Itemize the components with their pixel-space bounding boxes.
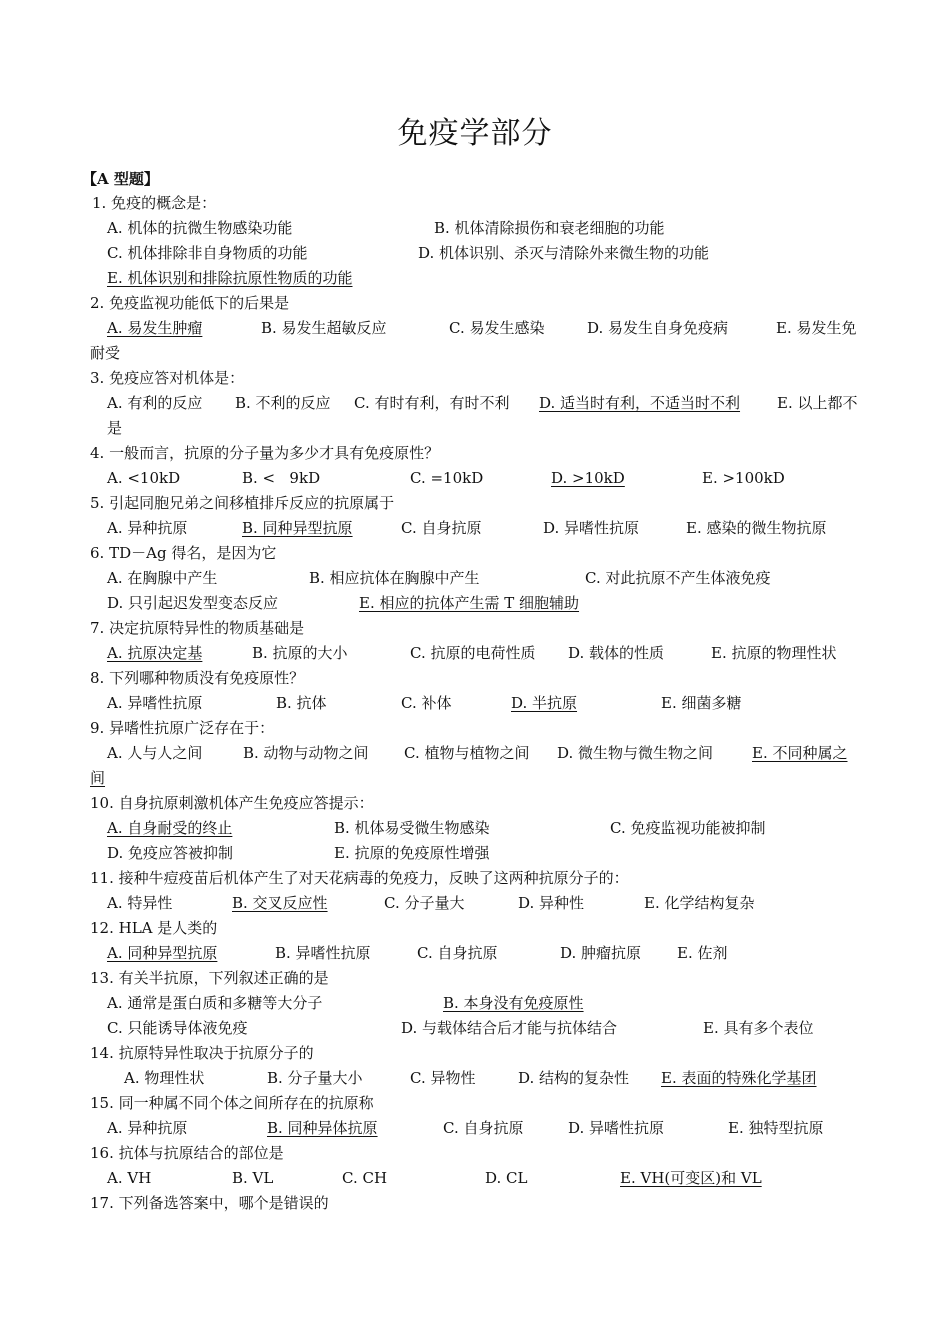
option-b: B. < 9kD — [242, 469, 321, 487]
option-a: A. 通常是蛋白质和多糖等大分子 — [107, 994, 323, 1012]
option-e: E. 易发生免 — [776, 319, 857, 337]
option-d: D. 异嗜性抗原 — [543, 519, 640, 537]
option-b: B. 抗体 — [276, 694, 327, 712]
option-c: C. 有时有利，有时不利 — [354, 394, 510, 412]
option-a: A. 异种抗原 — [107, 1119, 188, 1137]
option-d: D. 载体的性质 — [568, 644, 665, 662]
option-d: D. 只引起迟发型变态反应 — [107, 594, 279, 612]
option-b: B. VL — [232, 1169, 274, 1187]
option-d-answer: D. 半抗原 — [511, 694, 578, 712]
option-c: C. 补体 — [401, 694, 452, 712]
option-c: C. 自身抗原 — [417, 944, 498, 962]
option-e: E. >100kD — [702, 469, 785, 487]
option-e-answer: E. VH(可变区)和 VL — [620, 1169, 762, 1187]
option-b: B. 机体清除损伤和衰老细胞的功能 — [434, 219, 665, 237]
option-c: C. 机体排除非自身物质的功能 — [107, 244, 308, 262]
page-title: 免疫学部分 — [397, 116, 553, 151]
option-c: C. 只能诱导体液免疫 — [107, 1019, 248, 1037]
option-a: A. 特异性 — [107, 894, 173, 912]
option-b-answer: B. 同种异体抗原 — [267, 1119, 378, 1137]
option-e: E. 以上都不 — [777, 394, 858, 412]
option-b: B. 机体易受微生物感染 — [334, 819, 490, 837]
option-e: E. 佐剂 — [677, 944, 728, 962]
option-c: C. CH — [342, 1169, 388, 1187]
option-e: E. 抗原的物理性状 — [711, 644, 837, 662]
option-e: E. 化学结构复杂 — [644, 894, 755, 912]
option-b: B. 抗原的大小 — [252, 644, 348, 662]
option-d: D. 机体识别、杀灭与清除外来微生物的功能 — [418, 244, 710, 262]
option-d-answer: D. 适当时有利，不适当时不利 — [539, 394, 741, 412]
option-c: C. 植物与植物之间 — [404, 744, 530, 762]
option-d: D. 微生物与微生物之间 — [557, 744, 714, 762]
option-d: D. 与载体结合后才能与抗体结合 — [401, 1019, 618, 1037]
option-b: B. 易发生超敏反应 — [261, 319, 387, 337]
option-e: E. 抗原的免疫原性增强 — [334, 844, 490, 862]
option-d: D. 异种性 — [518, 894, 585, 912]
option-b-answer: B. 同种异型抗原 — [242, 519, 353, 537]
option-d: D. 异嗜性抗原 — [568, 1119, 665, 1137]
option-a: A. 在胸腺中产生 — [107, 569, 218, 587]
option-e: E. 细菌多糖 — [661, 694, 742, 712]
option-e: E. 独特型抗原 — [728, 1119, 824, 1137]
option-c: C. =10kD — [410, 469, 484, 487]
option-c: C. 对此抗原不产生体液免疫 — [585, 569, 771, 587]
option-a: A. 有利的反应 — [107, 394, 203, 412]
option-d: D. 结构的复杂性 — [518, 1069, 630, 1087]
option-a: A. 机体的抗微生物感染功能 — [107, 219, 293, 237]
option-d: D. 肿瘤抗原 — [560, 944, 642, 962]
option-a-answer: A. 同种异型抗原 — [107, 944, 218, 962]
option-d-answer: D. >10kD — [551, 469, 625, 487]
option-a: A. <10kD — [107, 469, 181, 487]
option-c: C. 异物性 — [410, 1069, 476, 1087]
option-b-answer: B. 本身没有免疫原性 — [443, 994, 584, 1012]
option-e: E. 感染的微生物抗原 — [686, 519, 827, 537]
option-e-answer: E. 机体识别和排除抗原性物质的功能 — [107, 269, 353, 287]
option-b: B. 异嗜性抗原 — [275, 944, 371, 962]
option-c: C. 易发生感染 — [449, 319, 545, 337]
option-c: C. 自身抗原 — [401, 519, 482, 537]
option-a: A. VH — [107, 1169, 152, 1187]
option-d: D. CL — [485, 1169, 528, 1187]
option-a: A. 物理性状 — [124, 1069, 205, 1087]
option-a: A. 人与人之间 — [107, 744, 203, 762]
option-a: A. 异种抗原 — [107, 519, 188, 537]
option-a-answer: A. 抗原决定基 — [107, 644, 203, 662]
option-b: B. 分子量大小 — [267, 1069, 363, 1087]
option-c: C. 自身抗原 — [443, 1119, 524, 1137]
option-a-answer: A. 自身耐受的终止 — [107, 819, 233, 837]
option-d: D. 易发生自身免疫病 — [587, 319, 729, 337]
option-e-answer: E. 表面的特殊化学基团 — [661, 1069, 817, 1087]
option-c: C. 免疫监视功能被抑制 — [610, 819, 766, 837]
option-b: B. 相应抗体在胸腺中产生 — [309, 569, 480, 587]
section-heading: 【A 型题】 — [82, 170, 159, 188]
option-c: C. 抗原的电荷性质 — [410, 644, 536, 662]
option-d: D. 免疫应答被抑制 — [107, 844, 234, 862]
option-b-answer: B. 交叉反应性 — [232, 894, 328, 912]
option-e-answer: E. 相应的抗体产生需 T 细胞辅助 — [359, 594, 580, 612]
option-e: E. 具有多个表位 — [703, 1019, 814, 1037]
option-b: B. 动物与动物之间 — [243, 744, 369, 762]
option-e-answer: E. 不同种属之 — [752, 744, 848, 762]
option-b: B. 不利的反应 — [235, 394, 331, 412]
option-a: A. 异嗜性抗原 — [107, 694, 203, 712]
option-c: C. 分子量大 — [384, 894, 465, 912]
option-a-answer: A. 易发生肿瘤 — [107, 319, 203, 337]
